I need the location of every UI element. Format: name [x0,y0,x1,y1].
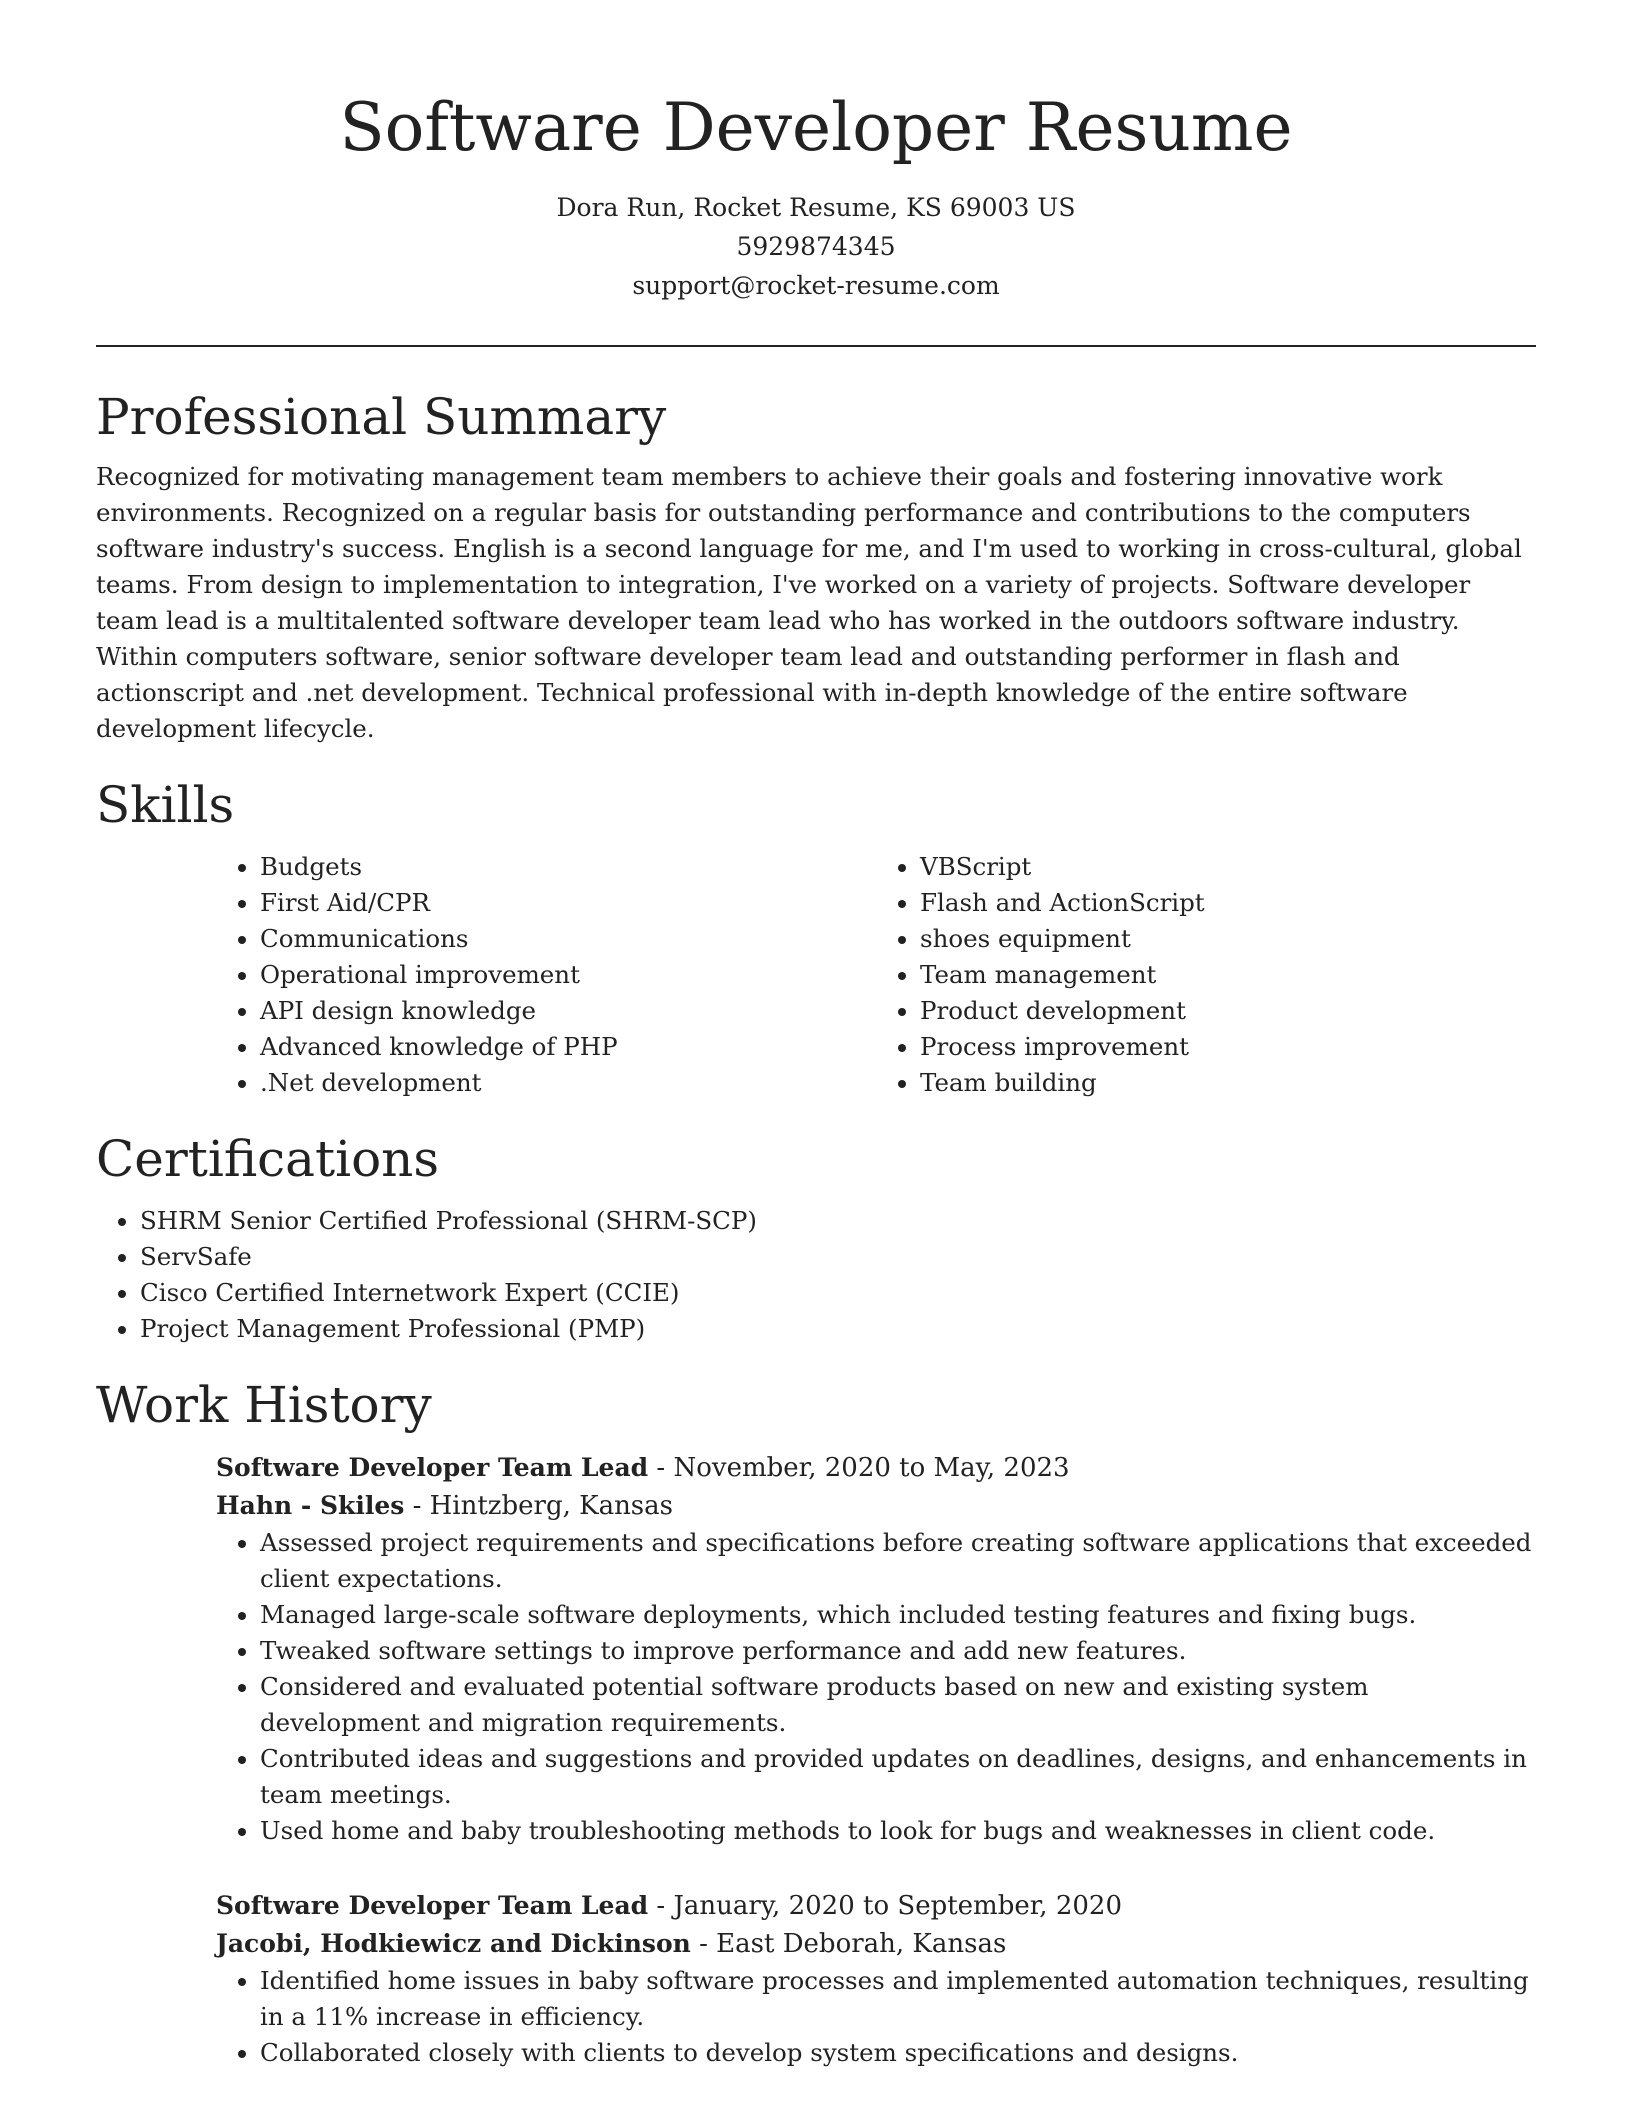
summary-heading: Professional Summary [96,388,667,446]
resume-title: Software Developer Resume [339,89,1293,166]
skills-list-right [876,849,1536,1101]
contact-phone: 5929874345 [736,232,896,261]
list-item: • Managed large-scale software deployments, which included testing features and fixing bugs. [260,1597,1536,1633]
list-item: • First Aid/CPR [260,885,876,921]
resume-page [96,0,1536,2071]
list-item: • Team management [920,957,1536,993]
job-duties-list [216,1963,1536,2071]
list-item: • Advanced knowledge of PHP [260,1029,876,1065]
resume-header [96,0,1536,305]
job-dates: - November, 2020 to May, 2023 [648,1453,1070,1483]
job-dates: - January, 2020 to September, 2020 [648,1891,1123,1921]
list-item: • ServSafe [140,1239,1536,1275]
list-item: • Flash and ActionScript [920,885,1536,921]
skills-list-left [216,849,876,1101]
list-item: • Communications [260,921,876,957]
skills-heading: Skills [96,776,235,834]
list-item: • Operational improvement [260,957,876,993]
contact-address: Dora Run, Rocket Resume, KS 69003 US [556,193,1076,222]
list-item: • Used home and baby troubleshooting methods to look for bugs and weaknesses in client code. [260,1813,1536,1849]
job-company: Jacobi, Hodkiewicz and Dickinson [216,1929,691,1958]
job-role: Software Developer Team Lead [216,1453,649,1482]
job-entry [216,1887,1536,2071]
job-location: - East Deborah, Kansas [690,1929,1007,1959]
list-item: • Cisco Certified Internetwork Expert (CCIE) [140,1275,1536,1311]
certifications-section [96,1127,1536,1347]
job-company: Hahn - Skiles [216,1491,405,1520]
list-item: • Assessed project requirements and specifications before creating software applications that exceeded client expectations. [260,1525,1536,1597]
skills-section [96,773,1536,1101]
contact-info [96,188,1536,305]
summary-section [96,385,1536,747]
certifications-list [96,1203,1536,1347]
job-duties-list [216,1525,1536,1849]
skills-columns [216,849,1536,1101]
list-item: • Team building [920,1065,1536,1101]
header-divider [96,345,1536,347]
list-item: • .Net development [260,1065,876,1101]
list-item: • Project Management Professional (PMP) [140,1311,1536,1347]
summary-text: Recognized for motivating management team members to achieve their goals and fostering innovative work environments. Recognized on a regular basis for outstanding performance and contributions to the computers software industry's success. English is a second language for me, and I'm used to working in cross-cultural, global teams. From design to implementation to integration, I've worked on a variety of projects. Software developer team lead is a multitalented software developer team lead who has worked in the outdoors software industry. Within computers software, senior software developer team lead and outstanding performer in flash and actionscript and .net development. Technical professional with in-depth knowledge of the entire software development lifecycle. [96,462,1522,743]
job-title-line [216,1449,1536,1487]
job-entry [216,1449,1536,1849]
job-location: - Hintzberg, Kansas [404,1491,673,1521]
job-company-line [216,1925,1536,1963]
list-item: • VBScript [920,849,1536,885]
list-item: • Considered and evaluated potential software products based on new and existing system development and migration requirements. [260,1669,1536,1741]
work-history-section [96,1373,1536,2071]
list-item: • Budgets [260,849,876,885]
job-role: Software Developer Team Lead [216,1891,649,1920]
list-item: • API design knowledge [260,993,876,1029]
job-title-line [216,1887,1536,1925]
list-item: • Product development [920,993,1536,1029]
list-item: • Contributed ideas and suggestions and provided updates on deadlines, designs, and enhancements in team meetings. [260,1741,1536,1813]
contact-email: support@rocket-resume.com [632,271,1000,300]
list-item: • shoes equipment [920,921,1536,957]
work-history-heading: Work History [96,1376,432,1434]
list-item: • Process improvement [920,1029,1536,1065]
job-company-line [216,1487,1536,1525]
list-item: • SHRM Senior Certified Professional (SHRM-SCP) [140,1203,1536,1239]
list-item: • Tweaked software settings to improve performance and add new features. [260,1633,1536,1669]
certifications-heading: Certifications [96,1130,440,1188]
list-item: • Collaborated closely with clients to develop system specifications and designs. [260,2035,1536,2071]
list-item: • Identified home issues in baby software processes and implemented automation techniques, resulting in a 11% increase in efficiency. [260,1963,1536,2035]
